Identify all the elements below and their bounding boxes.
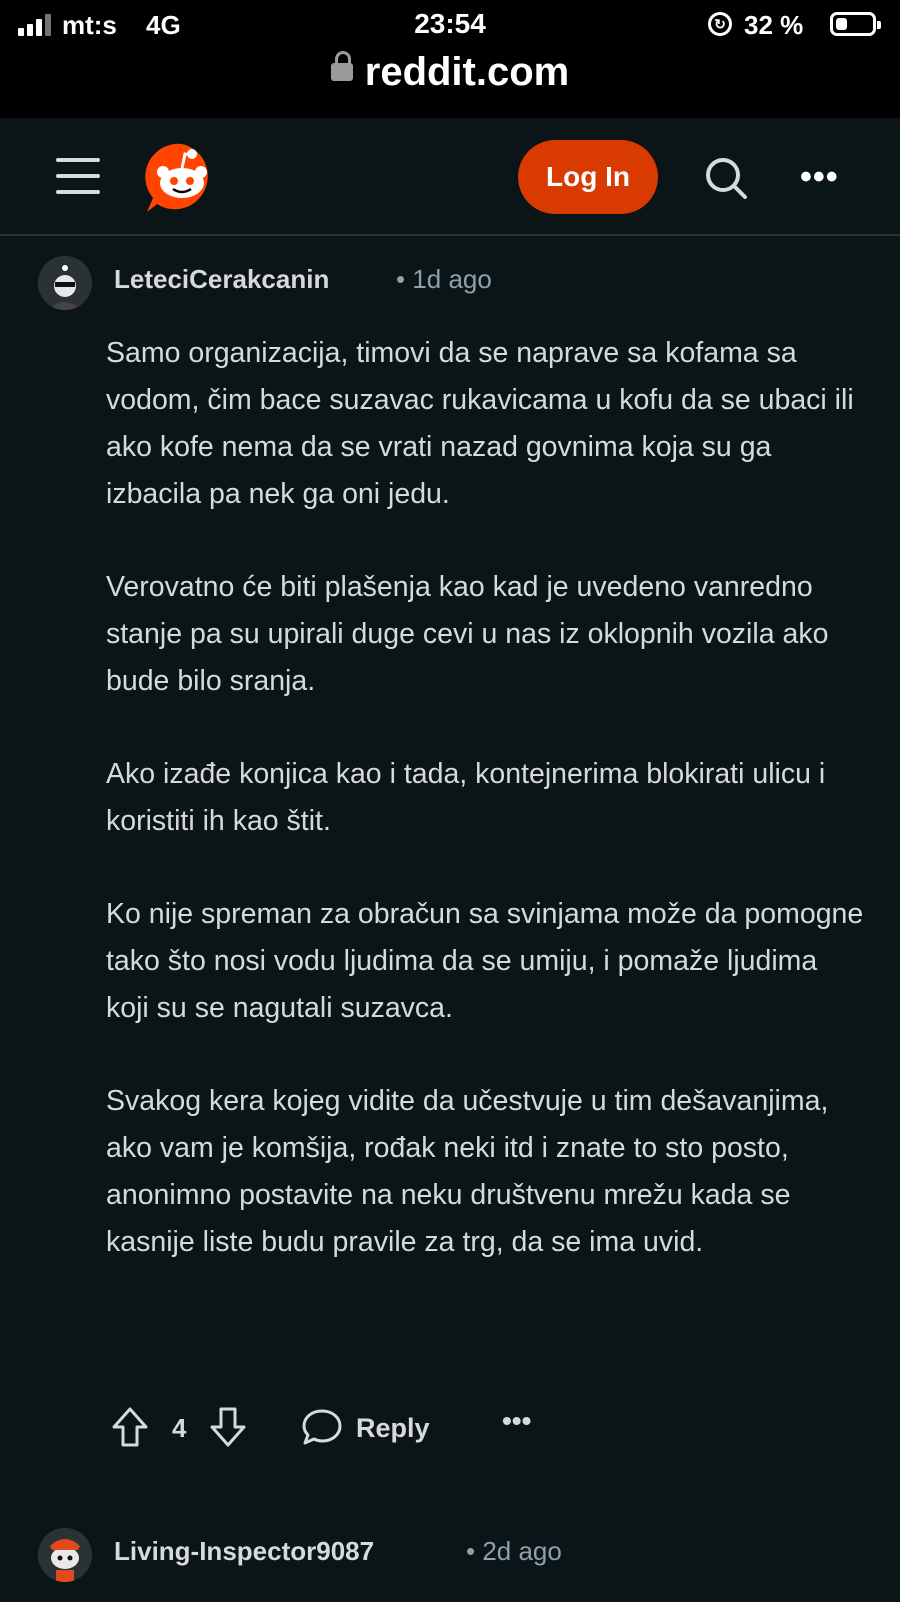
comment-paragraph: Svakog kera kojeg vidite da učestvuje u tim dešavanjima, ako vam je komšija, rođak neki itd i znate to sto posto, anonimno postavite na neku društvenu mrežu kada se kasnije liste budu pravile za trg, da se ima uvid. bbox=[106, 1085, 829, 1258]
status-bar bbox=[0, 0, 900, 118]
comment-paragraph: Ko nije spreman za obračun sa svinjama može da pomogne tako što nosi vodu ljudima da se umiju, i pomaže ljudima koji su se nagutali suzavca. bbox=[106, 898, 864, 1024]
downvote-icon[interactable] bbox=[208, 1405, 248, 1454]
comment-username[interactable]: LeteciCerakcanin bbox=[114, 264, 330, 294]
comment-timestamp: • 2d ago bbox=[466, 1536, 562, 1566]
comment-paragraph: Samo organizacija, timovi da se naprave sa kofama sa vodom, čim bace suzavac rukavicama u kofu da se ubaci ili ako kofe nema da se vrati nazad govnima koja su ga izbacila pa nek ga oni jedu. bbox=[106, 337, 854, 510]
url-text: reddit.com bbox=[364, 50, 570, 94]
network-type: 4G bbox=[146, 10, 181, 40]
address-bar[interactable] bbox=[0, 50, 900, 95]
reddit-logo-icon[interactable] bbox=[143, 138, 221, 221]
comment-age: 1d ago bbox=[412, 264, 492, 294]
comment-more-button[interactable]: ••• bbox=[502, 1405, 532, 1436]
carrier-name: mt:s bbox=[62, 10, 117, 40]
orientation-lock-icon: ↻ bbox=[708, 12, 732, 36]
comment-actions bbox=[110, 1405, 610, 1455]
clock: 23:54 bbox=[414, 8, 486, 39]
reply-button[interactable]: Reply bbox=[356, 1413, 430, 1443]
avatar[interactable] bbox=[38, 1528, 92, 1582]
comment-age: 2d ago bbox=[482, 1536, 562, 1566]
upvote-icon[interactable] bbox=[110, 1405, 150, 1454]
comment-timestamp: • 1d ago bbox=[396, 264, 492, 294]
vote-score: 4 bbox=[172, 1413, 187, 1443]
comment-paragraph: Ako izađe konjica kao i tada, kontejnerima blokirati ulicu i koristiti ih kao štit. bbox=[106, 758, 826, 837]
battery-percent: 32 % bbox=[744, 10, 804, 40]
login-button[interactable]: Log In bbox=[518, 140, 658, 214]
comment-paragraph: Verovatno će biti plašenja kao kad je uvedeno vanredno stanje pa su upirali duge cevi u nas iz oklopnih vozila ako bude bilo sranja. bbox=[106, 571, 829, 697]
comment-username[interactable]: Living-Inspector9087 bbox=[114, 1536, 375, 1566]
site-header bbox=[0, 118, 900, 236]
avatar[interactable] bbox=[38, 256, 92, 310]
comment-body bbox=[106, 330, 866, 1312]
search-icon[interactable] bbox=[704, 156, 748, 205]
padlock-icon bbox=[331, 63, 353, 81]
menu-icon[interactable] bbox=[56, 158, 100, 194]
battery-icon bbox=[830, 12, 876, 36]
more-options-button[interactable]: ••• bbox=[800, 158, 839, 196]
reply-icon[interactable] bbox=[300, 1405, 344, 1454]
